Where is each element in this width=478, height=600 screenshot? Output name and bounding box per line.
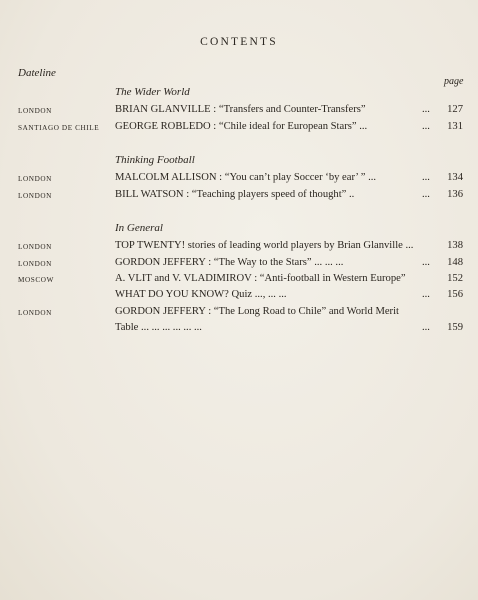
section-title-thinking-football: Thinking Football: [115, 154, 195, 166]
entry-title: GORDON JEFFERY : “The Way to the Stars” ... ... ...: [115, 257, 344, 268]
entry-page-number: 134: [447, 172, 463, 183]
contents-heading: CONTENTS: [200, 36, 278, 48]
entry-page-number: 136: [447, 189, 463, 200]
toc-entry: [0, 273, 478, 289]
entry-leader: ...: [422, 257, 430, 268]
entry-title: GORDON JEFFERY : “The Long Road to Chile” and World Merit: [115, 306, 399, 317]
entry-dateline: LONDON: [18, 175, 52, 183]
toc-entry: [0, 257, 478, 273]
entry-page-number: 152: [447, 273, 463, 284]
toc-entry: [0, 172, 478, 188]
entry-title: A. VLIT and V. VLADIMIROV : “Anti-football in Western Europe”: [115, 273, 406, 284]
toc-entry: [0, 240, 478, 256]
section-title-in-general: In General: [115, 222, 163, 234]
entry-title: BILL WATSON : “Teaching players speed of thought” ..: [115, 189, 355, 200]
entry-leader: ...: [422, 104, 430, 115]
dateline-label: Dateline: [18, 67, 56, 79]
entry-title: Table ... ... ... ... ... ...: [115, 322, 202, 333]
toc-entry: [0, 306, 478, 322]
toc-entry: [0, 289, 478, 305]
entry-page-number: 131: [447, 121, 463, 132]
entry-title: MALCOLM ALLISON : “You can’t play Soccer ‘by ear’ ” ...: [115, 172, 377, 183]
entry-title: WHAT DO YOU KNOW? Quiz ..., ... ...: [115, 289, 287, 300]
entry-page-number: 156: [447, 289, 463, 300]
page-column-label: page: [444, 76, 464, 87]
section-title-wider-world: The Wider World: [115, 86, 190, 98]
entry-dateline: LONDON: [18, 260, 52, 268]
entry-dateline: LONDON: [18, 309, 52, 317]
entry-leader: ...: [422, 289, 430, 300]
entry-title: TOP TWENTY! stories of leading world players by Brian Glanville ...: [115, 240, 414, 251]
entry-leader: ...: [422, 172, 430, 183]
entry-page-number: 159: [447, 322, 463, 333]
entry-page-number: 138: [447, 240, 463, 251]
entry-page-number: 127: [447, 104, 463, 115]
entry-dateline: LONDON: [18, 243, 52, 251]
entry-leader: ...: [422, 189, 430, 200]
entry-dateline: MOSCOW: [18, 276, 54, 284]
entry-leader: ...: [422, 322, 430, 333]
toc-entry: [0, 189, 478, 205]
entry-title: BRIAN GLANVILLE : “Transfers and Counter-Transfers”: [115, 104, 366, 115]
toc-entry: [0, 104, 478, 120]
toc-entry-continuation: [0, 322, 478, 338]
entry-page-number: 148: [447, 257, 463, 268]
entry-dateline: LONDON: [18, 192, 52, 200]
entry-dateline: LONDON: [18, 107, 52, 115]
entry-dateline: SANTIAGO DE CHILE: [18, 124, 100, 132]
entry-leader: ...: [422, 121, 430, 132]
entry-title: GEORGE ROBLEDO : “Chile ideal for European Stars” ...: [115, 121, 368, 132]
toc-entry: [0, 121, 478, 137]
